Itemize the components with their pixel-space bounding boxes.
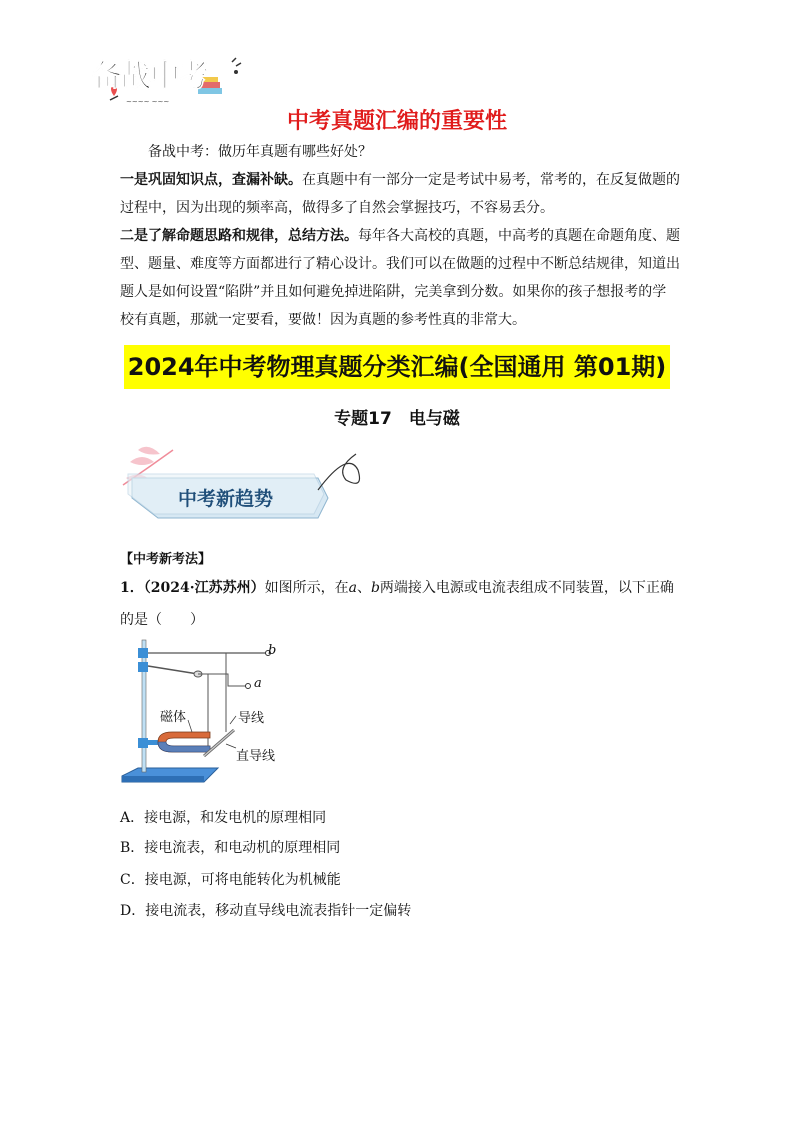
logo-subtext-icon: ~~~~ ~~~ [126, 98, 170, 106]
option-c: C．接电源，可将电能转化为机械能 [120, 872, 341, 888]
question-text-part-2: 两端接入电源或电流表组成不同装置，以下正确的是（ ） [120, 580, 674, 628]
question-number: 1． [120, 580, 144, 596]
collection-banner: 2024年中考物理真题分类汇编(全国通用 第01期) [124, 345, 671, 389]
figure-label-magnet: 磁体 [160, 710, 187, 725]
section-label: 【中考新考法】 [120, 552, 212, 567]
figure-label-straight-wire: 直导线 [236, 749, 276, 764]
point-1-text: 在真题中有一部分一定是考试中易考，常考的，在反复做题的过程中，因为出现的频率高，做得多了自然会掌握技巧，不容易丢分。 [120, 172, 680, 216]
logo [86, 50, 242, 110]
point-1 [120, 166, 680, 222]
option-b: B．接电流表，和电动机的原理相同 [120, 840, 341, 856]
point-1-heading: 一是巩固知识点，查漏补缺。 [120, 172, 302, 188]
question-sep: 、 [356, 580, 371, 596]
trend-ribbon [118, 440, 378, 530]
question-text-part-1: 如图所示，在 [264, 580, 349, 596]
figure-label-wire: 导线 [238, 711, 265, 726]
figure-label-a: a [254, 676, 262, 691]
logo-text: 备战中考 [92, 59, 208, 94]
question-1 [120, 572, 680, 636]
page-title: 中考真题汇编的重要性 [286, 109, 507, 134]
topic-title: 专题17 电与磁 [334, 409, 460, 429]
intro-block [120, 138, 680, 334]
banner-wrap [0, 345, 794, 389]
trend-label: 中考新趋势 [178, 488, 274, 510]
figure-label-b: b [268, 643, 277, 658]
question-var-a: a [348, 580, 357, 596]
question-var-b: b [370, 580, 380, 596]
intro-question: 备战中考：做历年真题有哪些好处？ [148, 144, 372, 160]
option-d: D．接电流表，移动直导线电流表指针一定偏转 [120, 903, 412, 919]
question-source: （2024·江苏苏州） [143, 580, 265, 596]
point-2 [120, 222, 680, 334]
point-2-text: 每年各大高校的真题，中高考的真题在命题角度、题型、题量、难度等方面都进行了精心设计。我们可以在做题的过程中不断总结规律，知道出题人是如何设置“陷阱”并且如何避免掉进陷阱，完美拿到分数。如果你的孩子想报考的学校有真题，那就一定要看，要做！因为真题的参考性真的非常大。 [120, 228, 680, 328]
point-2-heading: 二是了解命题思路和规律，总结方法。 [120, 228, 358, 244]
option-a: A．接电源，和发电机的原理相同 [120, 810, 327, 826]
